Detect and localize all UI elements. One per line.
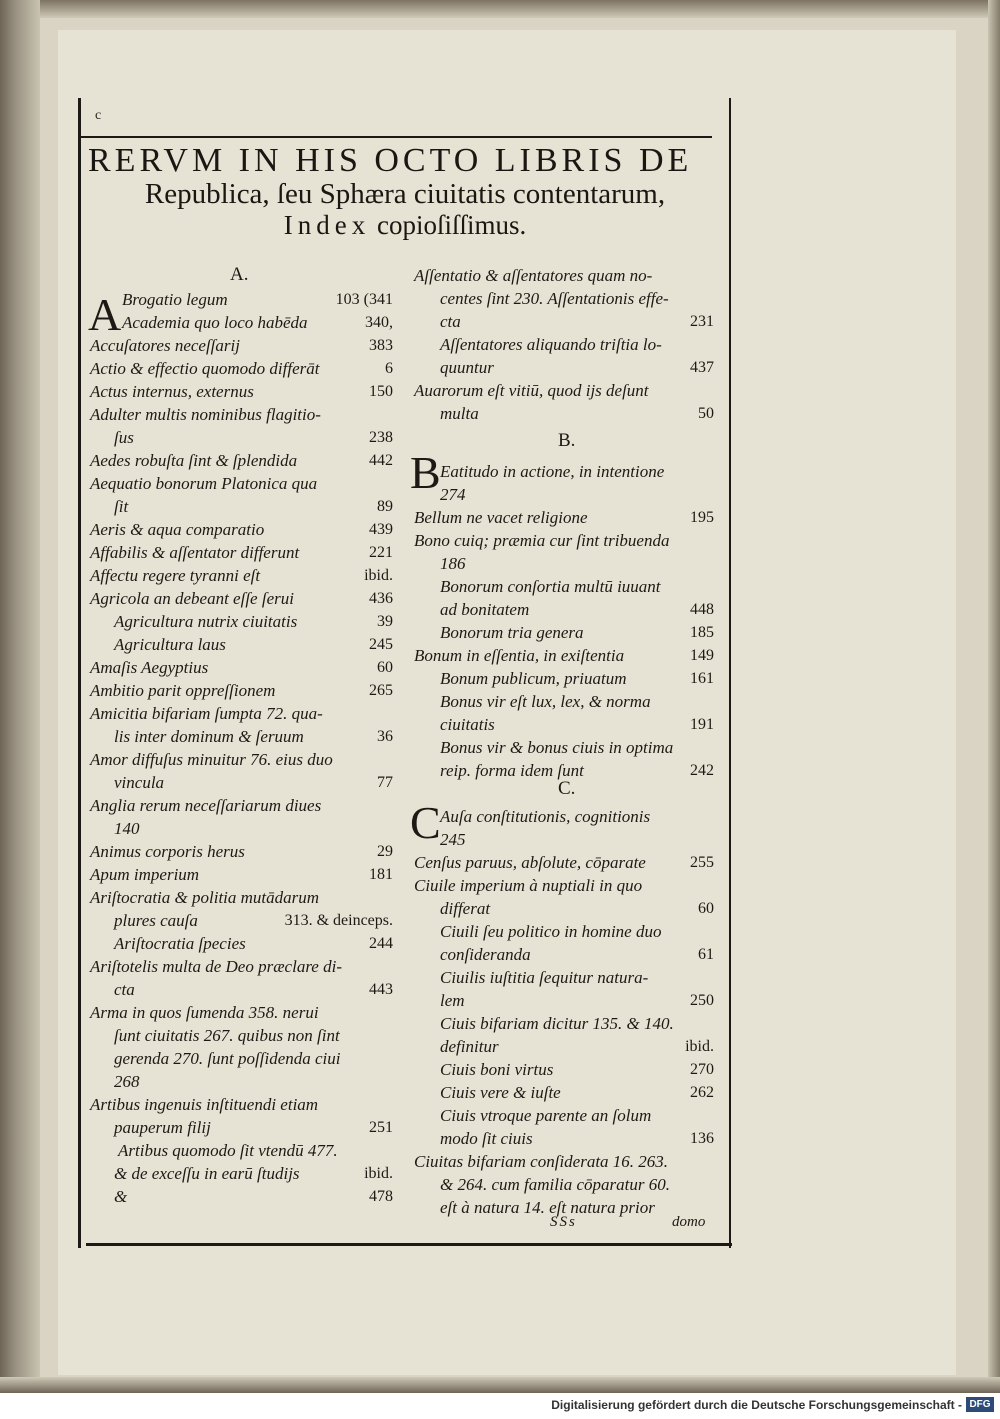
right-index-entry-page: 231: [690, 313, 714, 330]
section-heading-b: B.: [558, 430, 576, 451]
left-index-entry-text: 140: [114, 819, 140, 838]
right-index-entry-text: Auſa conſtitutionis, cognitionis: [440, 806, 651, 826]
left-index-entry-page: 442: [369, 452, 393, 469]
right-index-entry-text: eſt à natura 14. eſt natura prior: [440, 1197, 655, 1217]
right-index-entry-text: lem: [440, 990, 465, 1010]
section-heading-c: C.: [558, 778, 576, 799]
book-edge-top: [0, 0, 1000, 18]
left-index-entry-text: 268: [114, 1072, 140, 1091]
right-index-entry-page: 270: [690, 1060, 714, 1078]
right-index-entry-text: differat: [440, 898, 491, 918]
left-index-entry-text: Actio & effectio quomodo differāt: [90, 359, 320, 378]
left-index-entry-page: 340,: [365, 314, 393, 331]
right-index-entry-text: Aſſentatio & aſſentatores quam no-: [414, 266, 653, 285]
right-index-entry-page: 262: [690, 1083, 714, 1101]
right-index-entry-page: 50: [698, 405, 714, 422]
right-index-entry-text: Cenſus paruus, abſolute, cōparate: [414, 852, 646, 872]
left-index-entry-text: Aeris & aqua comparatio: [90, 520, 265, 539]
left-index-entry-text: Apum imperium: [90, 865, 200, 884]
right-index-entry-page: 448: [690, 600, 714, 618]
left-index-entry-text: & de exceſſu in earū ſtudijs: [114, 1164, 300, 1183]
right-index-entry-page: 250: [690, 991, 714, 1009]
left-index-entry-text: Ariſtotelis multa de Deo præclare di-: [90, 957, 342, 976]
left-index-entry-text: pauperum filij: [114, 1118, 211, 1137]
left-index-entry-page: 238: [369, 429, 393, 446]
right-index-entry-page: ibid.: [685, 1037, 714, 1055]
right-index-entry-text: Ciuilis iuſtitia ſequitur natura-: [440, 967, 649, 987]
left-index-entry-page: 60: [377, 659, 393, 676]
right-index-entry-page: 60: [698, 899, 714, 917]
right-index-entry-text: modo ſit ciuis: [440, 1128, 533, 1148]
page-title-line1: RERVM IN HIS OCTO LIBRIS DE: [88, 142, 693, 179]
right-index-entry-text: & 264. cum familia cōparatur 60.: [440, 1174, 670, 1194]
left-index-entry-page: 89: [377, 498, 393, 515]
book-edge-right: [988, 0, 1000, 1393]
left-index-entry-text: lis inter dominum & ſeruum: [114, 727, 304, 746]
left-index-entry-text: Amicitia bifariam ſumpta 72. qua-: [90, 704, 323, 723]
left-index-entry-page: 265: [369, 682, 393, 699]
left-index-entry-text: ſit: [114, 497, 129, 516]
left-index-entry-text: Animus corporis herus: [90, 842, 245, 861]
left-index-entry-text: &: [114, 1187, 128, 1206]
left-index-entry-text: Amaſis Aegyptius: [90, 658, 209, 677]
dropcap-c: C: [410, 797, 441, 848]
left-index-entry-page: 313. & deinceps.: [284, 912, 393, 929]
frame-rule-right: [729, 98, 731, 1248]
left-index-entry-text: gerenda 270. ſunt poſſidenda ciui: [114, 1049, 341, 1068]
left-index-entry-text: Aedes robuſta ſint & ſplendida: [90, 451, 298, 470]
left-index-entry-page: 29: [377, 843, 393, 860]
frame-rule-left: [78, 98, 81, 1248]
right-index-entry-text: Ciuili ſeu politico in homine duo: [440, 921, 662, 941]
page-title-line2: Republica, ſeu Sphæra ciuitatis contentarum,: [144, 178, 666, 210]
right-index-entry-text: Ciuis vere & iuſte: [440, 1082, 561, 1102]
right-index-entry-text: Bono cuiq; præmia cur ſint tribuenda: [414, 530, 670, 550]
left-index-entry-text: Affabilis & aſſentator differunt: [90, 543, 300, 562]
right-index-entry-page: 242: [690, 761, 714, 779]
frame-rule-top: [80, 136, 712, 138]
right-index-entry-text: cta: [440, 312, 461, 331]
footer-credit: Digitalisierung gefördert durch die Deutsche Forschungsgemeinschaft -: [551, 1398, 962, 1412]
left-index-entry-page: ibid.: [364, 567, 393, 584]
left-index-entry-page: 436: [369, 590, 393, 607]
left-index-entry-text: Agricultura nutrix ciuitatis: [114, 612, 298, 631]
section-heading-a: A.: [230, 264, 249, 285]
right-index-entry-page: 149: [690, 646, 714, 664]
right-index-entry-page: 61: [698, 945, 714, 963]
left-index-entry-page: 150: [369, 383, 393, 400]
left-index-entry-text: Aequatio bonorum Platonica qua: [90, 474, 318, 493]
left-index-entry-page: 251: [369, 1119, 393, 1136]
right-index-entry-text: multa: [440, 404, 479, 423]
right-index-entry-text: Bonum publicum, priuatum: [440, 668, 627, 688]
page-title-line3: [80, 210, 730, 241]
left-index-entry-text: Arma in quos ſumenda 358. nerui: [90, 1003, 319, 1022]
left-index-entry-page: 221: [369, 544, 393, 561]
right-index-entry-text: definitur: [440, 1036, 499, 1056]
right-index-entry-page: 185: [690, 623, 714, 641]
right-index-entry-text: Bonum in eſſentia, in exiſtentia: [414, 645, 625, 665]
left-index-entry-text: Agricultura laus: [114, 635, 226, 654]
right-index-entry-text: Ciuitas bifariam conſiderata 16. 263.: [414, 1151, 669, 1171]
right-index-entry-text: conſideranda: [440, 944, 531, 964]
left-index-entry-text: ſunt ciuitatis 267. quibus non ſint: [114, 1026, 340, 1045]
right-index-entry-page: 191: [690, 715, 714, 733]
left-index-entry-text: cta: [114, 980, 135, 999]
right-index-entry-page: 437: [690, 359, 714, 376]
right-index-entry-text: Ciuis vtroque parente an ſolum: [440, 1105, 652, 1125]
left-index-entry-text: vincula: [114, 773, 165, 792]
right-index-entry-text: ad bonitatem: [440, 599, 530, 619]
left-index-entry-page: 103 (341: [335, 291, 393, 308]
left-index-entry-text: Brogatio legum: [122, 290, 228, 309]
signature-mark: SSs: [550, 1214, 577, 1230]
right-index-entry-page: 136: [690, 1129, 714, 1147]
left-index-entry-page: 439: [369, 521, 393, 538]
corner-mark: c: [95, 108, 102, 123]
left-index-entry-page: ibid.: [364, 1165, 393, 1182]
right-index-entry-text: 245: [440, 829, 466, 849]
right-index-entry-text: 274: [440, 484, 466, 504]
left-index-entry-text: Anglia rerum neceſſariarum diues: [90, 796, 322, 815]
right-index-entry-text: ciuitatis: [440, 714, 495, 734]
right-index-entry-page: 195: [690, 508, 714, 526]
right-index-entry-page: 161: [690, 669, 714, 687]
left-index-entry-page: 36: [377, 728, 393, 745]
left-index-entry-text: Adulter multis nominibus flagitio-: [90, 405, 321, 424]
right-index-entry-text: quuntur: [440, 358, 494, 377]
left-index-entry-page: 383: [369, 337, 393, 354]
right-index-entry-text: Aſſentatores aliquando triſtia lo-: [440, 335, 662, 354]
left-index-entry-page: 6: [385, 360, 393, 377]
right-index-entry-text: Bonus vir eſt lux, lex, & norma: [440, 691, 651, 711]
digitization-footer: [0, 1393, 1000, 1419]
right-index-entry-text: Auarorum eſt vitiū, quod ijs deſunt: [414, 381, 649, 400]
left-index-entry-page: 244: [369, 935, 393, 952]
left-index-entry-page: 478: [369, 1188, 393, 1205]
right-index-entry-page: 255: [690, 853, 714, 871]
right-index-entry-text: Bellum ne vacet religione: [414, 507, 588, 527]
book-edge-bottom: [0, 1377, 1000, 1393]
left-index-entry-text: ſus: [114, 428, 134, 447]
left-index-entry-page: 443: [369, 981, 393, 998]
left-index-entry-text: Amor diffuſus minuitur 76. eius duo: [90, 750, 333, 769]
dropcap-b: B: [410, 447, 441, 498]
left-index-entry-text: Artibus quomodo ſit vtendū 477.: [118, 1141, 338, 1160]
left-index-entry-text: Accuſatores neceſſarij: [90, 336, 240, 355]
dfg-logo: DFG: [966, 1397, 994, 1412]
left-index-entry-text: Actus internus, externus: [90, 382, 254, 401]
left-index-entry-page: 181: [369, 866, 393, 883]
right-index-entry-text: Ciuile imperium à nuptiali in quo: [414, 875, 643, 895]
right-index-entry-text: Ciuis boni virtus: [440, 1059, 554, 1079]
left-index-entry-page: 77: [377, 774, 393, 791]
left-index-entry-text: Artibus ingenuis inſtituendi etiam: [90, 1095, 319, 1114]
right-index-entry-text: Bonorum tria genera: [440, 622, 584, 642]
title-rest: copioſiſſimus.: [370, 210, 527, 240]
right-index-entry-text: Bonus vir & bonus ciuis in optima: [440, 737, 674, 757]
left-index-entry-text: plures cauſa: [114, 911, 198, 930]
frame-rule-bottom: [86, 1243, 732, 1246]
right-index-entry-text: Eatitudo in actione, in intentione: [440, 461, 665, 481]
left-index-entry-page: 245: [369, 636, 393, 653]
right-index-entry-text: reip. forma idem ſunt: [440, 760, 584, 780]
title-index-word: Index: [283, 210, 371, 240]
dropcap-a: A: [88, 289, 122, 340]
left-index-entry-page: 39: [377, 613, 393, 630]
book-binding-left: [0, 0, 40, 1393]
left-index-entry-text: Ariſtocratia ſpecies: [114, 934, 246, 953]
left-index-entry-text: Ambitio parit oppreſſionem: [90, 681, 276, 700]
left-index-entry-text: Academia quo loco habēda: [122, 313, 308, 332]
right-index-entry-text: centes ſint 230. Aſſentationis effe-: [440, 289, 669, 308]
right-index-entry-text: 186: [440, 553, 466, 573]
left-index-entry-text: Agricola an debeant eſſe ſerui: [90, 589, 294, 608]
left-index-entry-text: Ariſtocratia & politia mutādarum: [90, 888, 320, 907]
right-index-entry-text: Bonorum conſortia multū iuuant: [440, 576, 661, 596]
left-index-entry-text: Affectu regere tyranni eſt: [90, 566, 261, 585]
catchword: domo: [672, 1214, 706, 1230]
right-index-entry-text: Ciuis bifariam dicitur 135. & 140.: [440, 1013, 674, 1033]
